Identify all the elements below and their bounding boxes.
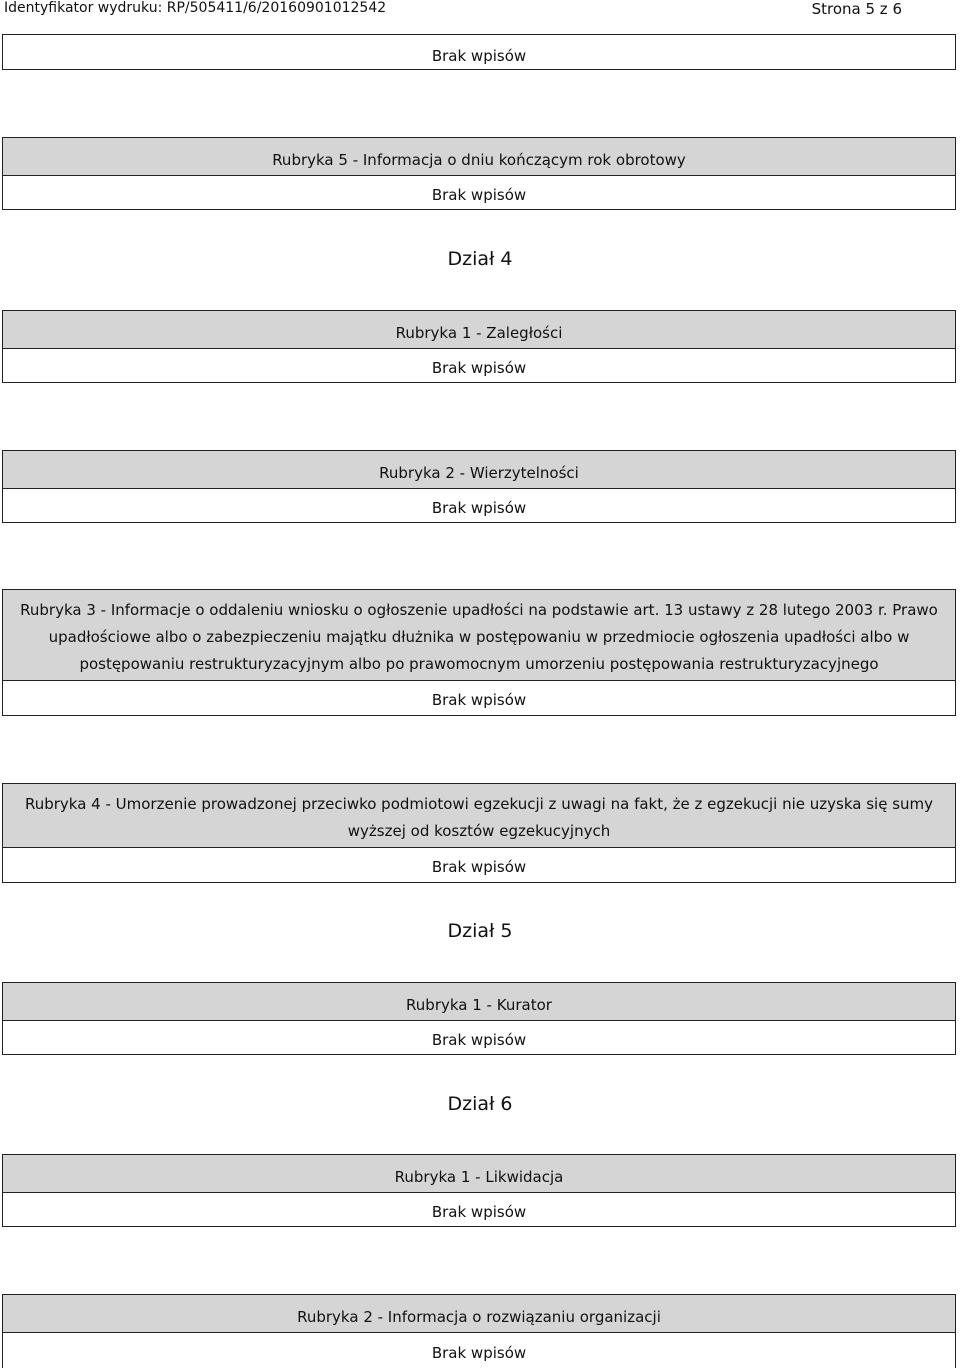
rubryka-5-rok-obrotowy xyxy=(2,137,956,210)
entry-brak-wpisow: Brak wpisów xyxy=(3,1192,955,1226)
rubryka-title: Rubryka 1 - Kurator xyxy=(3,983,955,1020)
entry-brak-wpisow: Brak wpisów xyxy=(3,1332,955,1368)
entry-brak-wpisow: Brak wpisów xyxy=(431,47,527,65)
rubryka-title: Rubryka 3 - Informacje o oddaleniu wniosku o ogłoszenie upadłości na podstawie art. 13 ustawy z 28 lutego 2003 r. Prawo upadłościowe albo o zabezpieczeniu majątku dłużnika w postępowaniu w przedmiocie ogłoszenia upadłości albo w postępowaniu restrukturyzacyjnym albo po prawomocnym umorzeniu postępowania restrukturyzacyjnego xyxy=(3,590,955,680)
dzial-heading: Dział 4 xyxy=(447,248,513,270)
entry-brak-wpisow: Brak wpisów xyxy=(3,680,955,715)
rubryka-continued xyxy=(2,34,956,70)
rubryka-3-oddalenie-wniosku xyxy=(2,589,956,716)
rubryka-1-kurator xyxy=(2,982,956,1055)
dzial-heading: Dział 5 xyxy=(447,920,513,942)
rubryka-title: Rubryka 1 - Zaległości xyxy=(3,311,955,348)
rubryka-4-umorzenie-egzekucji xyxy=(2,783,956,883)
print-identifier: Identyfikator wydruku: RP/505411/6/20160901012542 xyxy=(4,0,387,16)
rubryka-1-zaleglosci xyxy=(2,310,956,383)
entry-brak-wpisow: Brak wpisów xyxy=(3,348,955,382)
entry-brak-wpisow: Brak wpisów xyxy=(3,488,955,522)
rubryka-title: Rubryka 4 - Umorzenie prowadzonej przeciwko podmiotowi egzekucji z uwagi na fakt, że z egzekucji nie uzyska się sumy wyższej od kosztów egzekucyjnych xyxy=(3,784,955,847)
print-header xyxy=(0,0,960,18)
entry-brak-wpisow: Brak wpisów xyxy=(3,1020,955,1054)
rubryka-1-likwidacja xyxy=(2,1154,956,1227)
entry-brak-wpisow: Brak wpisów xyxy=(3,847,955,882)
rubryka-title: Rubryka 2 - Wierzytelności xyxy=(3,451,955,488)
rubryka-2-wierzytelnosci xyxy=(2,450,956,523)
rubryka-title: Rubryka 2 - Informacja o rozwiązaniu organizacji xyxy=(3,1295,955,1332)
dzial-heading: Dział 6 xyxy=(447,1093,513,1115)
page-number: Strona 5 z 6 xyxy=(811,0,902,18)
rubryka-title: Rubryka 1 - Likwidacja xyxy=(3,1155,955,1192)
rubryka-2-rozwiazanie-organizacji xyxy=(2,1294,956,1368)
entry-brak-wpisow: Brak wpisów xyxy=(3,175,955,209)
rubryka-title: Rubryka 5 - Informacja o dniu kończącym rok obrotowy xyxy=(3,138,955,175)
